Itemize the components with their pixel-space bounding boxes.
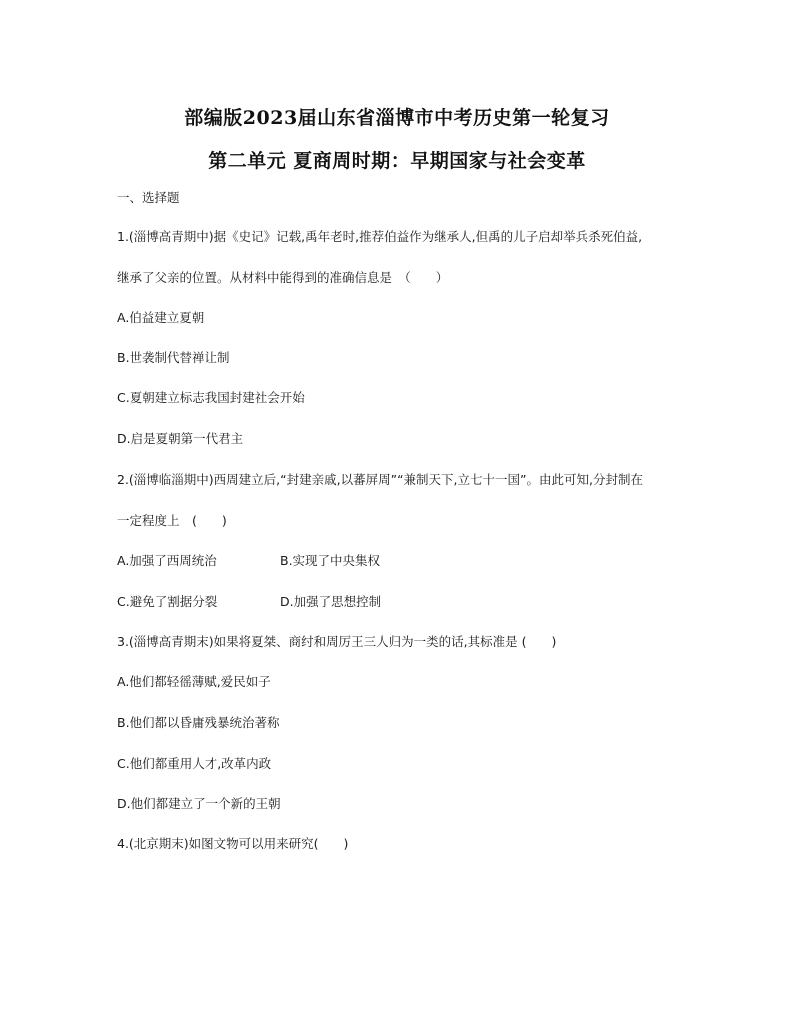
question-3-option-a: A.他们都轻徭薄赋,爱民如子 xyxy=(117,674,271,689)
question-3-option-c: C.他们都重用人才,改革内政 xyxy=(117,756,272,771)
section-heading: 一、选择题 xyxy=(117,190,180,205)
question-1-option-c: C.夏朝建立标志我国封建社会开始 xyxy=(117,390,305,405)
question-4-stem: 4.(北京期末)如图文物可以用来研究( ) xyxy=(117,836,349,851)
question-2-stem-line-2: 一定程度上 ( ) xyxy=(117,513,227,528)
document-title: 部编版2023届山东省淄博市中考历史第一轮复习 xyxy=(184,107,610,129)
question-3-option-b: B.他们都以昏庸残暴统治著称 xyxy=(117,715,280,730)
question-3-stem: 3.(淄博高青期末)如果将夏桀、商纣和周厉王三人归为一类的话,其标准是 ( ) xyxy=(117,634,557,649)
question-1-option-a: A.伯益建立夏朝 xyxy=(117,310,205,325)
unit-subtitle: 第二单元 夏商周时期：早期国家与社会变革 xyxy=(208,150,586,172)
question-2-option-b: B.实现了中央集权 xyxy=(280,553,381,568)
question-2-option-a: A.加强了西周统治 xyxy=(117,553,217,568)
question-2-stem-line-1: 2.(淄博临淄期中)西周建立后,“封建亲戚,以蕃屏周”“兼制天下,立七十一国”。由此可知,分封制在 xyxy=(117,472,643,487)
question-3-option-d: D.他们都建立了一个新的王朝 xyxy=(117,796,281,811)
question-1-stem-line-2: 继承了父亲的位置。从材料中能得到的准确信息是 （ ） xyxy=(117,270,449,285)
question-2-option-c: C.避免了割据分裂 xyxy=(117,594,218,609)
question-1-stem-line-1: 1.(淄博高青期中)据《史记》记载,禹年老时,推荐伯益作为继承人,但禹的儿子启却举兵杀死伯益, xyxy=(117,229,643,244)
question-1-option-d: D.启是夏朝第一代君主 xyxy=(117,431,244,446)
question-2-option-d: D.加强了思想控制 xyxy=(280,594,382,609)
question-1-option-b: B.世袭制代替禅让制 xyxy=(117,350,230,365)
